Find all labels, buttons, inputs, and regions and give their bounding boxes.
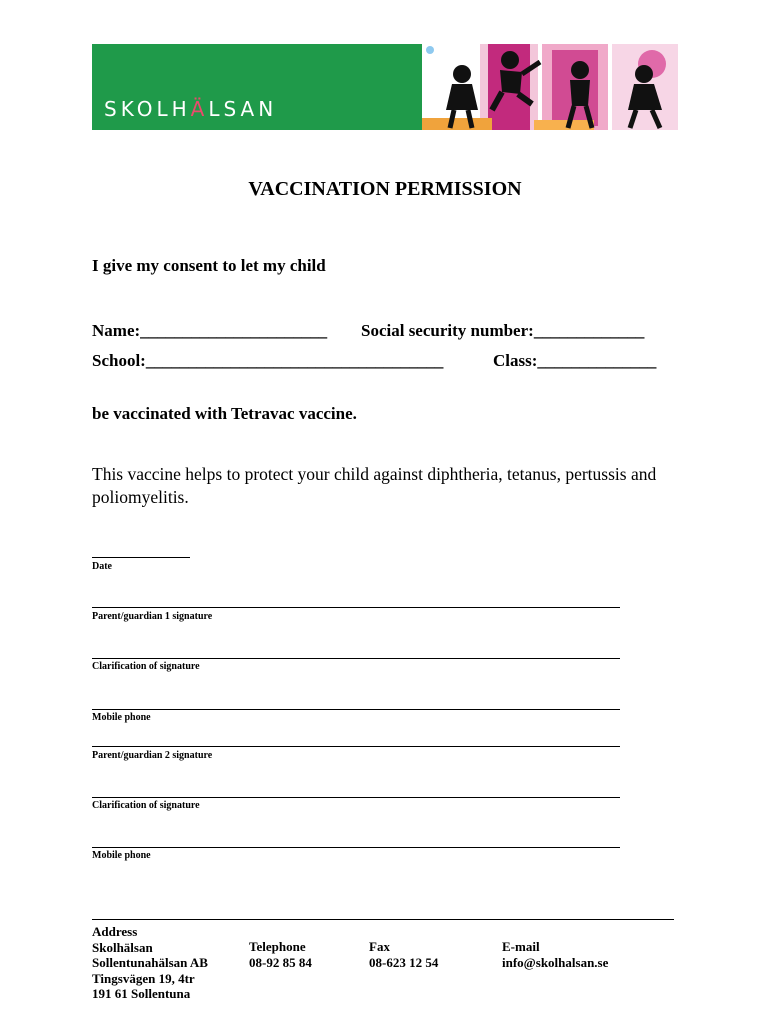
- date-label: Date: [92, 561, 112, 572]
- telephone-value: 08-92 85 84: [249, 954, 312, 970]
- address-line: Skolhälsan: [92, 939, 153, 955]
- ssn-field[interactable]: Social security number:_____________: [361, 321, 645, 340]
- fax-label: Fax: [369, 939, 390, 954]
- form-title: VACCINATION PERMISSION: [248, 178, 522, 200]
- address-line: Tingsvägen 19, 4tr: [92, 970, 195, 986]
- parent1-signature-label: Parent/guardian 1 signature: [92, 611, 213, 622]
- header-banner: [92, 44, 678, 130]
- vaccine-statement: be vaccinated with Tetravac vaccine.: [92, 404, 357, 423]
- email-link[interactable]: info@skolhalsan.se: [502, 954, 609, 970]
- address-line: 191 61 Sollentuna: [92, 986, 191, 1001]
- mobile1-label: Mobile phone: [92, 712, 151, 723]
- mobile1-line[interactable]: [92, 709, 620, 710]
- parent2-signature-line[interactable]: [92, 746, 620, 747]
- email-block: [502, 939, 608, 970]
- address-heading: Address: [92, 924, 138, 939]
- address-block: [92, 924, 208, 1002]
- skolhalsan-logo: SKOLHÄLSAN: [104, 97, 278, 121]
- name-field[interactable]: Name:______________________: [92, 321, 328, 340]
- fax-block: [369, 939, 438, 970]
- footer-divider: [92, 919, 674, 920]
- clarification1-line[interactable]: [92, 658, 620, 659]
- consent-text: I give my consent to let my child: [92, 256, 326, 275]
- parent1-signature-line[interactable]: [92, 607, 620, 608]
- mobile2-line[interactable]: [92, 847, 620, 848]
- class-field[interactable]: Class:______________: [493, 351, 657, 370]
- telephone-label: Telephone: [249, 939, 306, 954]
- mobile2-label: Mobile phone: [92, 850, 151, 861]
- school-field[interactable]: School:___________________________________: [92, 351, 444, 370]
- address-line: Sollentunahälsan AB: [92, 955, 208, 970]
- fax-value: 08-623 12 54: [369, 954, 439, 970]
- clarification2-label: Clarification of signature: [92, 800, 200, 811]
- clarification2-line[interactable]: [92, 797, 620, 798]
- logo-panel: [92, 44, 422, 130]
- email-label: E-mail: [502, 939, 540, 954]
- clarification1-label: Clarification of signature: [92, 661, 200, 672]
- date-line[interactable]: [92, 557, 190, 558]
- telephone-block: [249, 939, 312, 970]
- vaccine-description: This vaccine helps to protect your child against diphtheria, tetanus, pertussis and poliomyelitis.: [92, 464, 657, 507]
- parent2-signature-label: Parent/guardian 2 signature: [92, 750, 213, 761]
- children-illustration: [422, 44, 678, 130]
